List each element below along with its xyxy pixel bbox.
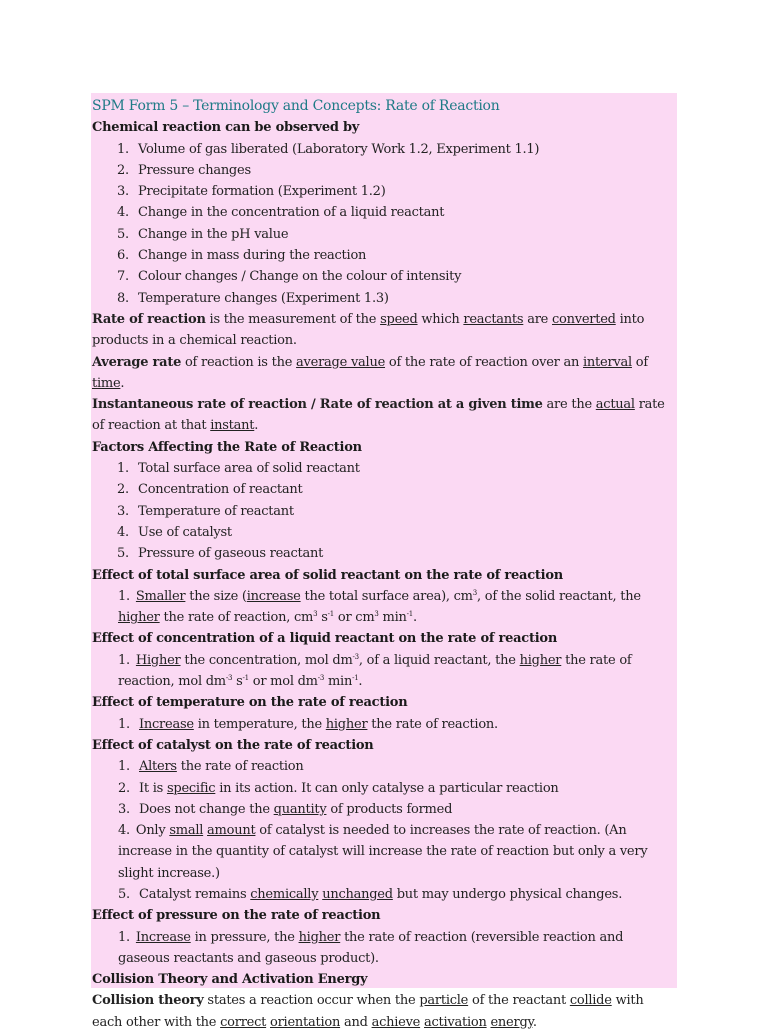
list-item <box>92 650 676 693</box>
text: are <box>523 311 552 327</box>
factors-heading: Factors Affecting the Rate of Reaction <box>92 439 362 455</box>
list-item <box>92 756 676 777</box>
list-text: Precipitate formation (Experiment 1.2) <box>138 184 386 200</box>
underlined-term: amount <box>207 823 256 839</box>
list-number: 1. <box>117 141 129 157</box>
superscript: -3 <box>352 652 359 661</box>
list-item <box>92 522 676 543</box>
text: Catalyst remains <box>139 886 251 902</box>
text: but may undergo physical changes. <box>392 886 623 902</box>
list-number: 4. <box>117 205 129 221</box>
underlined-term: higher <box>325 716 368 732</box>
text: s <box>317 610 328 626</box>
text: in its action. It can only catalyse a particular reaction <box>215 780 559 796</box>
list-item <box>92 224 676 245</box>
underlined-term: interval <box>583 354 632 370</box>
list-number: 3. <box>117 503 129 519</box>
factors-list <box>92 458 676 564</box>
superscript: -1 <box>406 610 413 619</box>
list-text: Pressure changes <box>138 162 251 178</box>
underlined-term: collide <box>569 993 612 1009</box>
collision-heading: Collision Theory and Activation Energy <box>92 972 368 988</box>
average-rate-definition <box>92 352 676 395</box>
list-item <box>92 714 676 735</box>
list-number: 1. <box>118 929 130 945</box>
list-item <box>92 586 676 629</box>
document-title: SPM Form 5 – Terminology and Concepts: Rate of Reaction <box>92 98 500 114</box>
text: the rate of reaction, mol dm <box>118 652 632 690</box>
underlined-term: particle <box>419 993 469 1009</box>
superscript: -3 <box>317 674 325 683</box>
list-item <box>92 139 676 160</box>
underlined-term: speed <box>380 311 418 327</box>
underlined-term: higher <box>519 652 562 668</box>
instantaneous-rate-definition <box>92 394 676 437</box>
list-item <box>92 884 676 905</box>
list-text: Temperature changes (Experiment 1.3) <box>138 290 389 306</box>
list-item <box>92 778 676 799</box>
superscript: 3 <box>472 588 477 597</box>
pressure-heading: Effect of pressure on the rate of reaction <box>92 908 381 924</box>
underlined-term: average value <box>296 354 386 370</box>
underlined-term: unchanged <box>322 886 393 902</box>
text: min <box>378 610 407 626</box>
text: with each other with the <box>92 993 644 1030</box>
text: states a reaction occur when the <box>203 993 420 1009</box>
list-text: Volume of gas liberated (Laboratory Work 1.2, Experiment 1.1) <box>138 141 540 157</box>
text: in temperature, the <box>193 716 326 732</box>
term: Instantaneous rate of reaction / Rate of reaction at a given time <box>92 397 543 413</box>
list-item <box>92 202 676 223</box>
list-item <box>92 266 676 287</box>
document-content <box>92 96 676 1033</box>
list-number: 8. <box>117 290 129 306</box>
text: . <box>412 610 417 626</box>
list-number: 4. <box>118 823 130 839</box>
term: Rate of reaction <box>92 311 206 327</box>
term: Collision theory <box>92 993 204 1009</box>
list-number: 7. <box>117 269 129 285</box>
term: Average rate <box>92 354 182 370</box>
list-number: 5. <box>118 886 130 902</box>
list-text: Change in the concentration of a liquid reactant <box>138 205 445 221</box>
observe-list <box>92 139 676 309</box>
underlined-term: increase <box>246 588 301 604</box>
list-item <box>92 799 676 820</box>
list-number: 2. <box>118 780 130 796</box>
text: . <box>254 418 259 434</box>
list-text: Colour changes / Change on the colour of intensity <box>138 269 462 285</box>
text: , of the solid reactant, the <box>476 588 641 604</box>
underlined-term: orientation <box>270 1014 341 1030</box>
text: Only <box>135 823 170 839</box>
text: of catalyst is needed to increases the rate of reaction. (An increase in the quantity of catalyst will increase the rate of reaction but only a very slight increase.) <box>118 823 648 881</box>
list-number: 3. <box>117 184 129 200</box>
list-text: Use of catalyst <box>138 524 232 540</box>
list-number: 1. <box>118 759 130 775</box>
list-number: 1. <box>118 716 130 732</box>
underlined-term: small <box>169 823 204 839</box>
list-item <box>92 245 676 266</box>
list-number: 5. <box>117 546 129 562</box>
list-number: 2. <box>117 162 129 178</box>
text: in pressure, the <box>190 929 299 945</box>
list-number: 2. <box>117 482 129 498</box>
text: of <box>631 354 648 370</box>
list-text: Concentration of reactant <box>138 482 303 498</box>
underlined-term: specific <box>166 780 216 796</box>
text: . <box>120 375 125 391</box>
list-item <box>92 458 676 479</box>
list-number: 1. <box>117 461 129 477</box>
text: It is <box>139 780 167 796</box>
surface-area-heading: Effect of total surface area of solid reactant on the rate of reaction <box>92 567 563 583</box>
text: is the measurement of the <box>205 311 381 327</box>
text: . <box>358 674 363 690</box>
list-text: Change in the pH value <box>138 226 289 242</box>
underlined-term: higher <box>118 610 160 626</box>
superscript: -1 <box>352 674 359 683</box>
text: the rate of reaction. <box>367 716 498 732</box>
text: or cm <box>333 610 375 626</box>
text: min <box>324 674 353 690</box>
list-item <box>92 160 676 181</box>
text: rate of reaction at that <box>92 397 665 434</box>
list-item <box>92 181 676 202</box>
text: of the reactant <box>468 993 570 1009</box>
underlined-term: converted <box>552 311 616 327</box>
text: the rate of reaction <box>176 759 304 775</box>
text: the rate of reaction (reversible reaction and gaseous reactants and gaseous product). <box>118 929 624 966</box>
list-number: 5. <box>117 226 129 242</box>
text: into products in a chemical reaction. <box>92 311 645 349</box>
list-text: Change in mass during the reaction <box>138 248 367 264</box>
underlined-term: quantity <box>273 801 327 817</box>
underlined-term: Increase <box>135 929 191 945</box>
text: , of a liquid reactant, the <box>358 652 520 668</box>
list-number: 6. <box>117 248 129 264</box>
underlined-term: Increase <box>139 716 194 732</box>
underlined-term: actual <box>595 397 635 413</box>
text: the rate of reaction, cm <box>159 610 314 626</box>
text: of products formed <box>326 801 453 817</box>
underlined-term: reactants <box>463 311 524 327</box>
text: the total surface area), cm <box>300 588 473 604</box>
temperature-heading: Effect of temperature on the rate of reaction <box>92 695 408 711</box>
text: . <box>532 1014 537 1030</box>
underlined-term: achieve <box>371 1014 421 1030</box>
rate-definition <box>92 309 676 352</box>
list-item <box>92 543 676 564</box>
text: s <box>232 674 243 690</box>
underlined-term: instant <box>210 418 255 434</box>
underlined-term: Alters <box>139 759 177 775</box>
list-number: 1. <box>118 588 130 604</box>
text: of the rate of reaction over an <box>385 354 583 370</box>
concentration-heading: Effect of concentration of a liquid reactant on the rate of reaction <box>92 631 558 647</box>
text: and <box>340 1014 372 1030</box>
text: the size ( <box>185 588 247 604</box>
text: are the <box>542 397 596 413</box>
list-item <box>92 927 676 970</box>
superscript: 3 <box>374 610 379 619</box>
text: the concentration, mol dm <box>180 652 353 668</box>
collision-definition <box>92 990 676 1033</box>
superscript: -1 <box>327 610 334 619</box>
underlined-term: time <box>92 375 121 391</box>
list-item <box>92 288 676 309</box>
list-number: 1. <box>118 652 130 668</box>
document-page <box>91 93 677 1030</box>
text: of reaction is the <box>181 354 297 370</box>
observe-heading: Chemical reaction can be observed by <box>92 120 360 136</box>
underlined-term: energy <box>490 1014 533 1030</box>
underlined-term: chemically <box>250 886 319 902</box>
underlined-term: Smaller <box>135 588 186 604</box>
list-number: 3. <box>118 801 130 817</box>
list-number: 4. <box>117 524 129 540</box>
underlined-term: Higher <box>135 652 181 668</box>
text: or mol dm <box>248 674 318 690</box>
list-item <box>92 501 676 522</box>
text: Does not change the <box>139 801 274 817</box>
superscript: 3 <box>313 610 318 619</box>
superscript: -3 <box>225 674 233 683</box>
list-text: Pressure of gaseous reactant <box>138 546 324 562</box>
text: which <box>417 311 464 327</box>
underlined-term: activation <box>424 1014 487 1030</box>
list-text: Temperature of reactant <box>138 503 294 519</box>
underlined-term: correct <box>220 1014 267 1030</box>
superscript: -1 <box>242 674 249 683</box>
catalyst-heading: Effect of catalyst on the rate of reaction <box>92 737 374 753</box>
list-item <box>92 820 676 884</box>
list-text: Total surface area of solid reactant <box>138 461 360 477</box>
underlined-term: higher <box>298 929 341 945</box>
list-item <box>92 479 676 500</box>
